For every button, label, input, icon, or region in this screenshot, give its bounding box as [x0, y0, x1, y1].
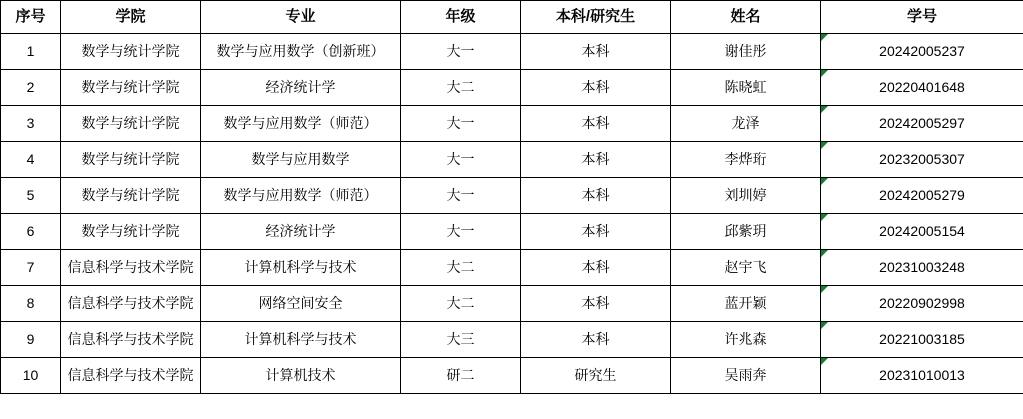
cell-student-id [821, 214, 1023, 250]
college-text: 数学与统计学院 [81, 115, 180, 132]
cell-index: 1 [1, 34, 61, 70]
cell-name: 龙泽 [671, 106, 821, 142]
college-text: 数学与统计学院 [81, 187, 180, 204]
cell-major: 数学与应用数学（创新班） [201, 34, 401, 70]
cell-name: 赵宇飞 [671, 250, 821, 286]
table-row [1, 178, 1023, 214]
cell-level: 研究生 [521, 358, 671, 394]
student-id-text: 20242005154 [879, 223, 965, 240]
cell-level: 本科 [521, 178, 671, 214]
cell-name: 邱紫玥 [671, 214, 821, 250]
cell-name: 李烨珩 [671, 142, 821, 178]
cell-index: 5 [1, 178, 61, 214]
college-text: 数学与统计学院 [81, 79, 180, 96]
cell-college [61, 34, 201, 70]
student-id-text: 20231010013 [879, 367, 965, 384]
cell-index: 10 [1, 358, 61, 394]
cell-level: 本科 [521, 214, 671, 250]
table-row [1, 34, 1023, 70]
table-row [1, 286, 1023, 322]
column-header-college: 学院 [61, 1, 201, 34]
cell-name: 陈晓虹 [671, 70, 821, 106]
cell-name: 吴雨奔 [671, 358, 821, 394]
cell-college [61, 142, 201, 178]
table-header [1, 1, 1023, 34]
cell-grade: 大二 [401, 250, 521, 286]
cell-college [61, 286, 201, 322]
student-id-text: 20221003185 [879, 331, 965, 348]
header-row [1, 1, 1023, 34]
college-text: 数学与统计学院 [81, 223, 180, 240]
cell-index: 8 [1, 286, 61, 322]
cell-college [61, 106, 201, 142]
college-text: 信息科学与技术学院 [67, 367, 194, 384]
cell-college [61, 250, 201, 286]
cell-major: 经济统计学 [201, 70, 401, 106]
cell-name: 刘圳婷 [671, 178, 821, 214]
table-row [1, 322, 1023, 358]
cell-student-id [821, 358, 1023, 394]
cell-major: 计算机技术 [201, 358, 401, 394]
student-id-text: 20232005307 [879, 151, 965, 168]
cell-index: 7 [1, 250, 61, 286]
cell-name: 许兆森 [671, 322, 821, 358]
corner-marker-icon [821, 142, 828, 149]
cell-grade: 研二 [401, 358, 521, 394]
cell-level: 本科 [521, 250, 671, 286]
cell-name: 谢佳彤 [671, 34, 821, 70]
cell-college [61, 358, 201, 394]
corner-marker-icon [821, 250, 828, 257]
cell-level: 本科 [521, 70, 671, 106]
corner-marker-icon [821, 286, 828, 293]
cell-level: 本科 [521, 106, 671, 142]
cell-major: 数学与应用数学 [201, 142, 401, 178]
cell-student-id [821, 142, 1023, 178]
cell-college [61, 70, 201, 106]
cell-major: 经济统计学 [201, 214, 401, 250]
cell-grade: 大一 [401, 178, 521, 214]
cell-grade: 大一 [401, 142, 521, 178]
table-body [1, 34, 1023, 394]
column-header-level: 本科/研究生 [521, 1, 671, 34]
college-text: 数学与统计学院 [81, 151, 180, 168]
cell-grade: 大三 [401, 322, 521, 358]
cell-index: 6 [1, 214, 61, 250]
column-header-grade: 年级 [401, 1, 521, 34]
cell-major: 网络空间安全 [201, 286, 401, 322]
cell-index: 4 [1, 142, 61, 178]
column-header-major: 专业 [201, 1, 401, 34]
corner-marker-icon [821, 34, 828, 41]
college-text: 信息科学与技术学院 [67, 259, 194, 276]
cell-college [61, 178, 201, 214]
corner-marker-icon [821, 358, 828, 365]
corner-marker-icon [821, 178, 828, 185]
cell-major: 计算机科学与技术 [201, 322, 401, 358]
corner-marker-icon [821, 214, 828, 221]
cell-student-id [821, 70, 1023, 106]
cell-grade: 大一 [401, 214, 521, 250]
cell-level: 本科 [521, 322, 671, 358]
cell-student-id [821, 34, 1023, 70]
cell-index: 3 [1, 106, 61, 142]
student-id-text: 20242005279 [879, 187, 965, 204]
table-row [1, 142, 1023, 178]
column-header-id: 学号 [821, 1, 1023, 34]
cell-grade: 大二 [401, 286, 521, 322]
table-row [1, 106, 1023, 142]
cell-college [61, 214, 201, 250]
table-row [1, 214, 1023, 250]
cell-student-id [821, 250, 1023, 286]
column-header-name: 姓名 [671, 1, 821, 34]
cell-major: 数学与应用数学（师范） [201, 106, 401, 142]
student-id-text: 20242005297 [879, 115, 965, 132]
cell-name: 蓝开颖 [671, 286, 821, 322]
student-id-text: 20220902998 [879, 295, 965, 312]
cell-college [61, 322, 201, 358]
cell-major: 计算机科学与技术 [201, 250, 401, 286]
cell-student-id [821, 286, 1023, 322]
cell-index: 9 [1, 322, 61, 358]
college-text: 数学与统计学院 [81, 43, 180, 60]
student-id-text: 20242005237 [879, 43, 965, 60]
cell-grade: 大一 [401, 34, 521, 70]
cell-index: 2 [1, 70, 61, 106]
corner-marker-icon [821, 70, 828, 77]
column-header-index: 序号 [1, 1, 61, 34]
cell-student-id [821, 322, 1023, 358]
cell-major: 数学与应用数学（师范） [201, 178, 401, 214]
cell-level: 本科 [521, 142, 671, 178]
college-text: 信息科学与技术学院 [67, 331, 194, 348]
student-id-text: 20220401648 [879, 79, 965, 96]
college-text: 信息科学与技术学院 [67, 295, 194, 312]
cell-level: 本科 [521, 34, 671, 70]
table-row [1, 250, 1023, 286]
cell-grade: 大一 [401, 106, 521, 142]
cell-student-id [821, 178, 1023, 214]
cell-student-id [821, 106, 1023, 142]
cell-level: 本科 [521, 286, 671, 322]
table-row [1, 358, 1023, 394]
corner-marker-icon [821, 322, 828, 329]
cell-grade: 大二 [401, 70, 521, 106]
table-row [1, 70, 1023, 106]
student-id-text: 20231003248 [879, 259, 965, 276]
corner-marker-icon [821, 106, 828, 113]
